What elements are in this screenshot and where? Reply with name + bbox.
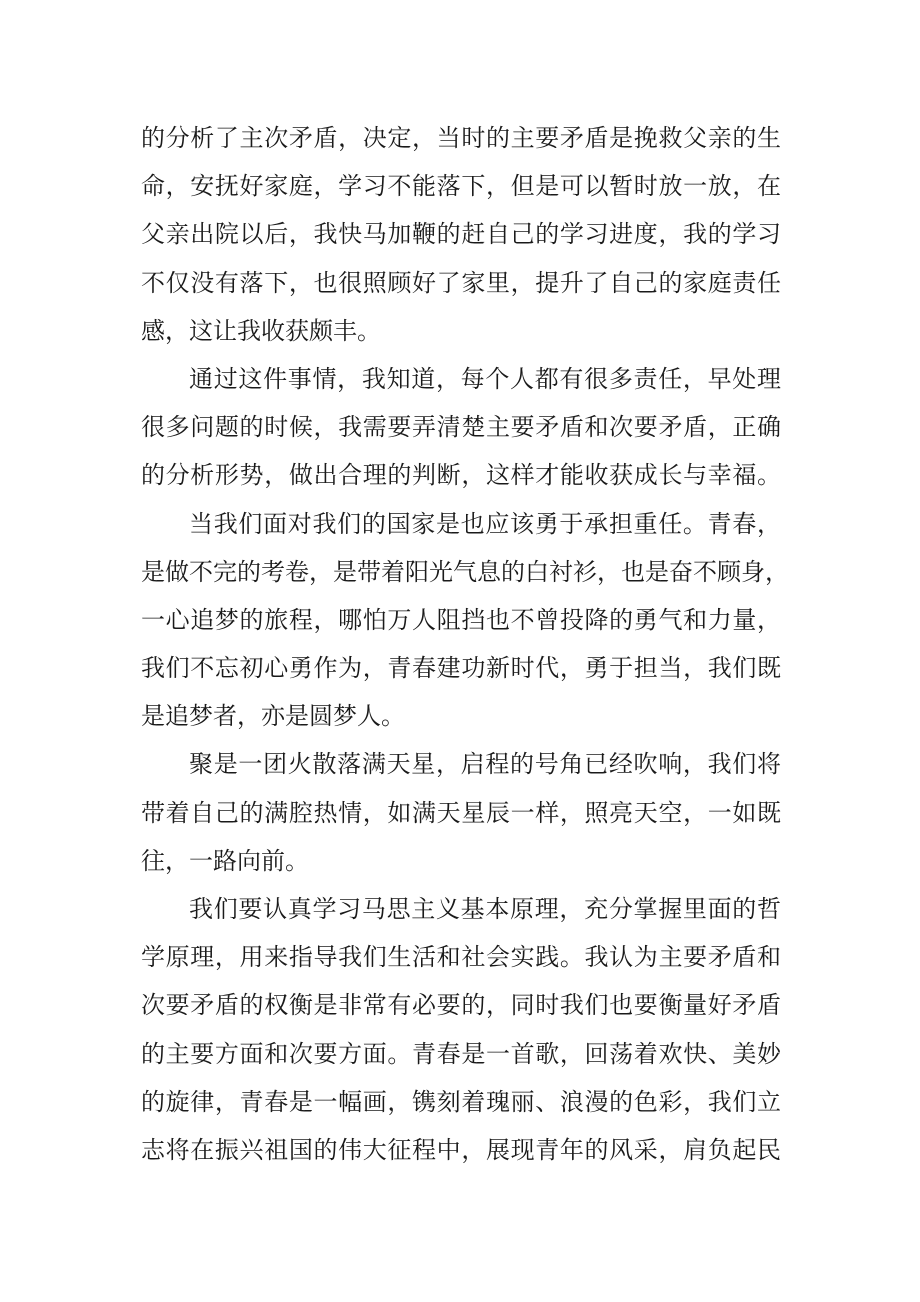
text-line: 感，这让我收获颇丰。 bbox=[141, 316, 381, 345]
text-line: 不仅没有落下，也很照顾好了家里，提升了自己的家庭责任 bbox=[141, 268, 781, 297]
text-line: 父亲出院以后，我快马加鞭的赶自己的学习进度，我的学习 bbox=[141, 220, 781, 249]
text-line: 学原理，用来指导我们生活和社会实践。我认为主要矛盾和 bbox=[141, 943, 781, 972]
text-line: 的主要方面和次要方面。青春是一首歌，回荡着欢快、美妙 bbox=[141, 1039, 781, 1068]
text-line: 聚是一团火散落满天星，启程的号角已经吹响，我们将 bbox=[189, 750, 781, 779]
text-line: 志将在振兴祖国的伟大征程中，展现青年的风采，肩负起民 bbox=[141, 1135, 781, 1164]
text-line: 命，安抚好家庭，学习不能落下，但是可以暂时放一放，在 bbox=[141, 172, 781, 201]
text-line: 的旋律，青春是一幅画，镌刻着瑰丽、浪漫的色彩，我们立 bbox=[141, 1087, 781, 1116]
text-line: 我们不忘初心勇作为，青春建功新时代，勇于担当，我们既 bbox=[141, 654, 781, 683]
text-line: 当我们面对我们的国家是也应该勇于承担重任。青春， bbox=[189, 509, 781, 538]
text-line: 是追梦者，亦是圆梦人。 bbox=[141, 702, 405, 731]
text-line: 的分析形势，做出合理的判断，这样才能收获成长与幸福。 bbox=[141, 461, 781, 490]
body-text bbox=[141, 114, 789, 1174]
text-line: 我们要认真学习马思主义基本原理，充分掌握里面的哲 bbox=[189, 895, 781, 923]
text-line: 次要矛盾的权衡是非常有必要的，同时我们也要衡量好矛盾 bbox=[141, 991, 781, 1020]
text-line: 一心追梦的旅程，哪怕万人阻挡也不曾投降的勇气和力量， bbox=[141, 605, 781, 634]
text-line: 往，一路向前。 bbox=[141, 846, 309, 875]
text-line: 的分析了主次矛盾，决定，当时的主要矛盾是挽救父亲的生 bbox=[141, 124, 781, 152]
text-line: 带着自己的满腔热情，如满天星辰一样，照亮天空，一如既 bbox=[141, 798, 781, 827]
text-line: 通过这件事情，我知道，每个人都有很多责任，早处理 bbox=[189, 364, 781, 393]
text-line: 是做不完的考卷，是带着阳光气息的白衬衫，也是奋不顾身， bbox=[141, 557, 789, 586]
text-line: 很多问题的时候，我需要弄清楚主要矛盾和次要矛盾，正确 bbox=[141, 413, 781, 442]
